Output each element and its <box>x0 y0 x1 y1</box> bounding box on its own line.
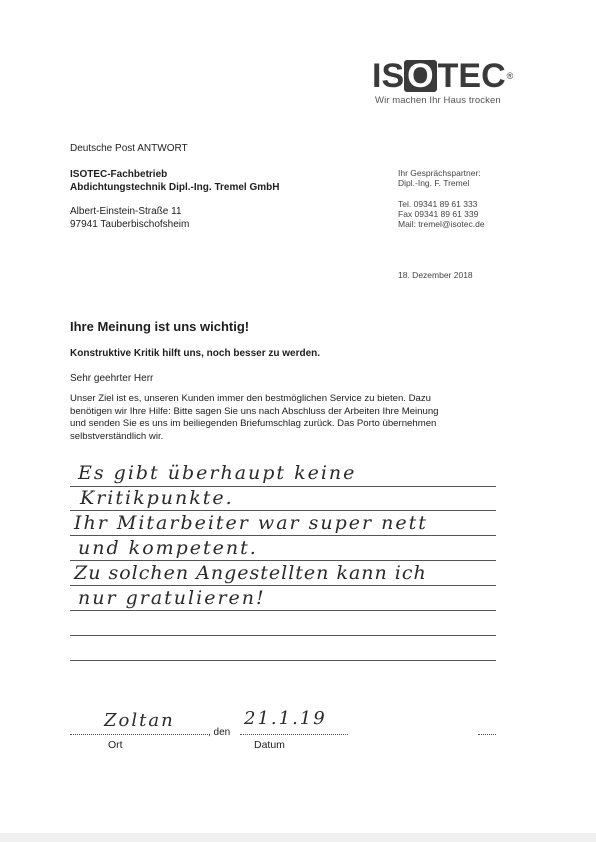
logo-tagline: Wir machen Ihr Haus trocken <box>375 95 501 106</box>
scan-edge <box>0 833 596 842</box>
writing-line <box>70 510 496 511</box>
writing-line <box>70 560 496 561</box>
intro-line: und senden Sie es uns im beiliegenden Briefumschlag zurück. Das Porto übernehmen <box>70 418 437 429</box>
subheading: Konstruktive Kritik hilft uns, noch besser zu werden. <box>70 348 321 359</box>
contact-mail: Mail: tremel@isotec.de <box>398 219 485 229</box>
intro-line: Unser Ziel ist es, unseren Kunden immer den bestmöglichen Service zu bieten. Dazu <box>70 393 432 404</box>
writing-line <box>70 585 496 586</box>
handwritten-place: Zoltan <box>104 710 175 731</box>
contact-phone: Tel. 09341 89 61 333 <box>398 199 478 209</box>
logo-letter-o: O <box>404 60 436 92</box>
handwritten-feedback-line: Es gibt überhaupt keine <box>78 462 357 484</box>
page-title: Ihre Meinung ist uns wichtig! <box>70 319 250 334</box>
letter-date: 18. Dezember 2018 <box>398 270 473 280</box>
intro-line: selbstverständlich wir. <box>70 430 164 442</box>
recipient-company-line1: ISOTEC-Fachbetrieb <box>70 169 168 180</box>
handwritten-feedback-line: nur gratulieren! <box>78 587 266 609</box>
recipient-company-line2: Abdichtungstechnik Dipl.-Ing. Tremel GmbH <box>70 182 280 193</box>
registered-mark: ® <box>506 71 514 81</box>
contact-fax: Fax 09341 89 61 339 <box>398 209 479 219</box>
return-line: Deutsche Post ANTWORT <box>70 143 188 154</box>
logo-letter-t: T <box>437 57 458 95</box>
handwritten-feedback-line: Kritikpunkte. <box>80 487 234 509</box>
intro-paragraph <box>70 393 500 443</box>
isotec-logo <box>372 57 514 106</box>
contact-name: Dipl.-Ing. F. Tremel <box>398 178 470 188</box>
writing-line <box>70 660 496 661</box>
writing-line <box>70 535 496 536</box>
logo-wordmark <box>372 57 514 95</box>
handwritten-feedback-line: Ihr Mitarbeiter war super nett <box>74 512 428 534</box>
contact-label: Ihr Gesprächspartner: <box>398 168 481 178</box>
signature-dotted-line <box>478 734 496 735</box>
recipient-street: Albert-Einstein-Straße 11 <box>70 206 182 217</box>
logo-letter-s: S <box>381 57 404 95</box>
handwritten-feedback-line: und kompetent. <box>78 537 258 559</box>
logo-letter-i: I <box>372 57 381 95</box>
place-dotted-line <box>70 734 208 735</box>
logo-letter-e: E <box>458 57 481 95</box>
logo-letter-c: C <box>481 57 505 95</box>
label-place: Ort <box>108 739 123 751</box>
den-text: , den <box>208 727 231 738</box>
handwritten-date: 21.1.19 <box>244 708 327 729</box>
writing-line <box>70 610 496 611</box>
date-dotted-line <box>240 734 348 735</box>
label-date: Datum <box>254 739 285 751</box>
salutation: Sehr geehrter Herr <box>70 373 154 384</box>
writing-line <box>70 635 496 636</box>
handwritten-feedback-line: Zu solchen Angestellten kann ich <box>74 562 427 584</box>
intro-line: benötigen wir Ihre Hilfe: Bitte sagen Sie uns nach Abschluss der Arbeiten Ihre Meinung <box>70 405 439 417</box>
recipient-city: 97941 Tauberbischofsheim <box>70 219 190 230</box>
